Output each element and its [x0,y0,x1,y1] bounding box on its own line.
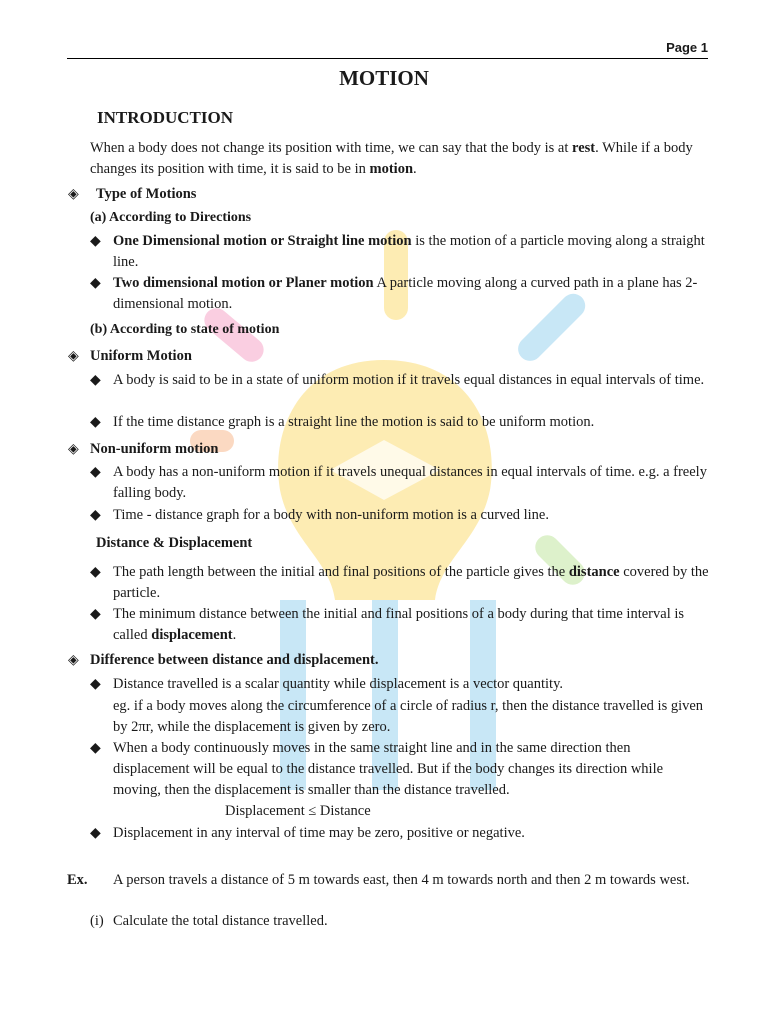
difference-bullet-2: When a body continuously moves in the same straight line and in the same direction then displacement will be equal to the distance travelled. But if the body changes its direction while moving, then the displacement is smaller than the distance travelled. [113,740,664,798]
difference-bullet-3: Displacement in any interval of time may be zero, positive or negative. [113,825,525,841]
intro-motion: motion [369,161,414,177]
types-heading: Type of Motions [96,186,197,202]
types-sub-a: (a) According to Directions [90,210,252,225]
difference-formula: Displacement ≤ Distance [225,803,371,819]
diamond-bullet-icon: ◆ [90,372,101,388]
example-text: A person travels a distance of 5 m towards east, then 4 m towards north and then 2 m towards west. [113,872,690,888]
diamond-bullet-icon: ◆ [90,564,101,580]
diamond-outline-icon: ◈ [68,441,79,457]
types-bullet-1 [113,231,709,273]
difference-bullet-1: Distance travelled is a scalar quantity while displacement is a vector quantity. [113,676,564,692]
diamond-bullet-icon: ◆ [90,233,101,249]
uniform-bullet-2: If the time distance graph is a straight line the motion is said to be uniform motion. [113,414,595,430]
intro-rest: rest [572,140,596,156]
diamond-bullet-icon: ◆ [90,825,101,841]
types-b2-text: A particle moving along a curved path in a plane has 2-dimensional motion. [113,275,698,312]
page-title: MOTION [339,66,429,90]
distance-b2-text-2: . [232,627,237,643]
uniform-heading: Uniform Motion [90,348,192,364]
example-q1-label: (i) [90,913,104,929]
diamond-bullet-icon: ◆ [90,275,101,291]
distance-bullet-2 [113,604,709,646]
distance-b1-bold: distance [568,564,620,580]
intro-heading: INTRODUCTION [97,108,234,127]
nonuniform-bullet-1: A body has a non-uniform motion if it travels unequal distances in equal intervals of time. e.g. a freely falling body. [113,464,707,501]
distance-b2-bold: displacement [151,627,233,643]
diamond-outline-icon: ◈ [68,348,79,364]
diamond-bullet-icon: ◆ [90,676,101,692]
types-sub-b: (b) According to state of motion [90,322,280,337]
diamond-bullet-icon: ◆ [90,606,101,622]
distance-heading: Distance & Displacement [96,535,253,551]
distance-bullet-1 [113,562,709,604]
difference-heading: Difference between distance and displacement. [90,652,379,668]
diamond-bullet-icon: ◆ [90,464,101,480]
uniform-bullet-1: A body is said to be in a state of uniform motion if it travels equal distances in equal intervals of time. [113,372,705,388]
intro-text-3: . [413,161,417,177]
intro-text-2: . While if a body changes its position with time, it is said to be in [90,140,693,177]
distance-b1-text-2: covered by the particle. [113,564,709,601]
diamond-bullet-icon: ◆ [90,740,101,756]
intro-text-1: When a body does not change its position with time, we can say that the body is at [90,140,573,156]
diamond-bullet-icon: ◆ [90,414,101,430]
types-bullet-2 [113,273,709,315]
difference-example: eg. if a body moves along the circumference of a circle of radius r, then the distance travelled is given by 2πr, while the displacement is given by zero. [113,698,704,735]
example-label: Ex. [67,872,88,888]
example-q1: Calculate the total distance travelled. [113,913,328,929]
intro-paragraph [90,138,710,180]
page-number: Page 1 [666,40,708,55]
header-rule [67,58,708,59]
diamond-outline-icon: ◈ [68,652,79,668]
types-b1-bold: One Dimensional motion or Straight line motion [113,233,412,249]
nonuniform-heading: Non-uniform motion [90,441,219,457]
distance-b1-text-1: The path length between the initial and final positions of the particle gives the [113,564,569,580]
distance-b2-text-1: The minimum distance between the initial and final positions of a body during that time interval is called [113,606,685,643]
nonuniform-bullet-2: Time - distance graph for a body with non-uniform motion is a curved line. [113,507,549,523]
diamond-bullet-icon: ◆ [90,507,101,523]
types-b2-bold: Two dimensional motion or Planer motion [113,275,374,291]
diamond-outline-icon: ◈ [68,186,79,202]
types-b1-text: is the motion of a particle moving along a straight line. [113,233,705,270]
